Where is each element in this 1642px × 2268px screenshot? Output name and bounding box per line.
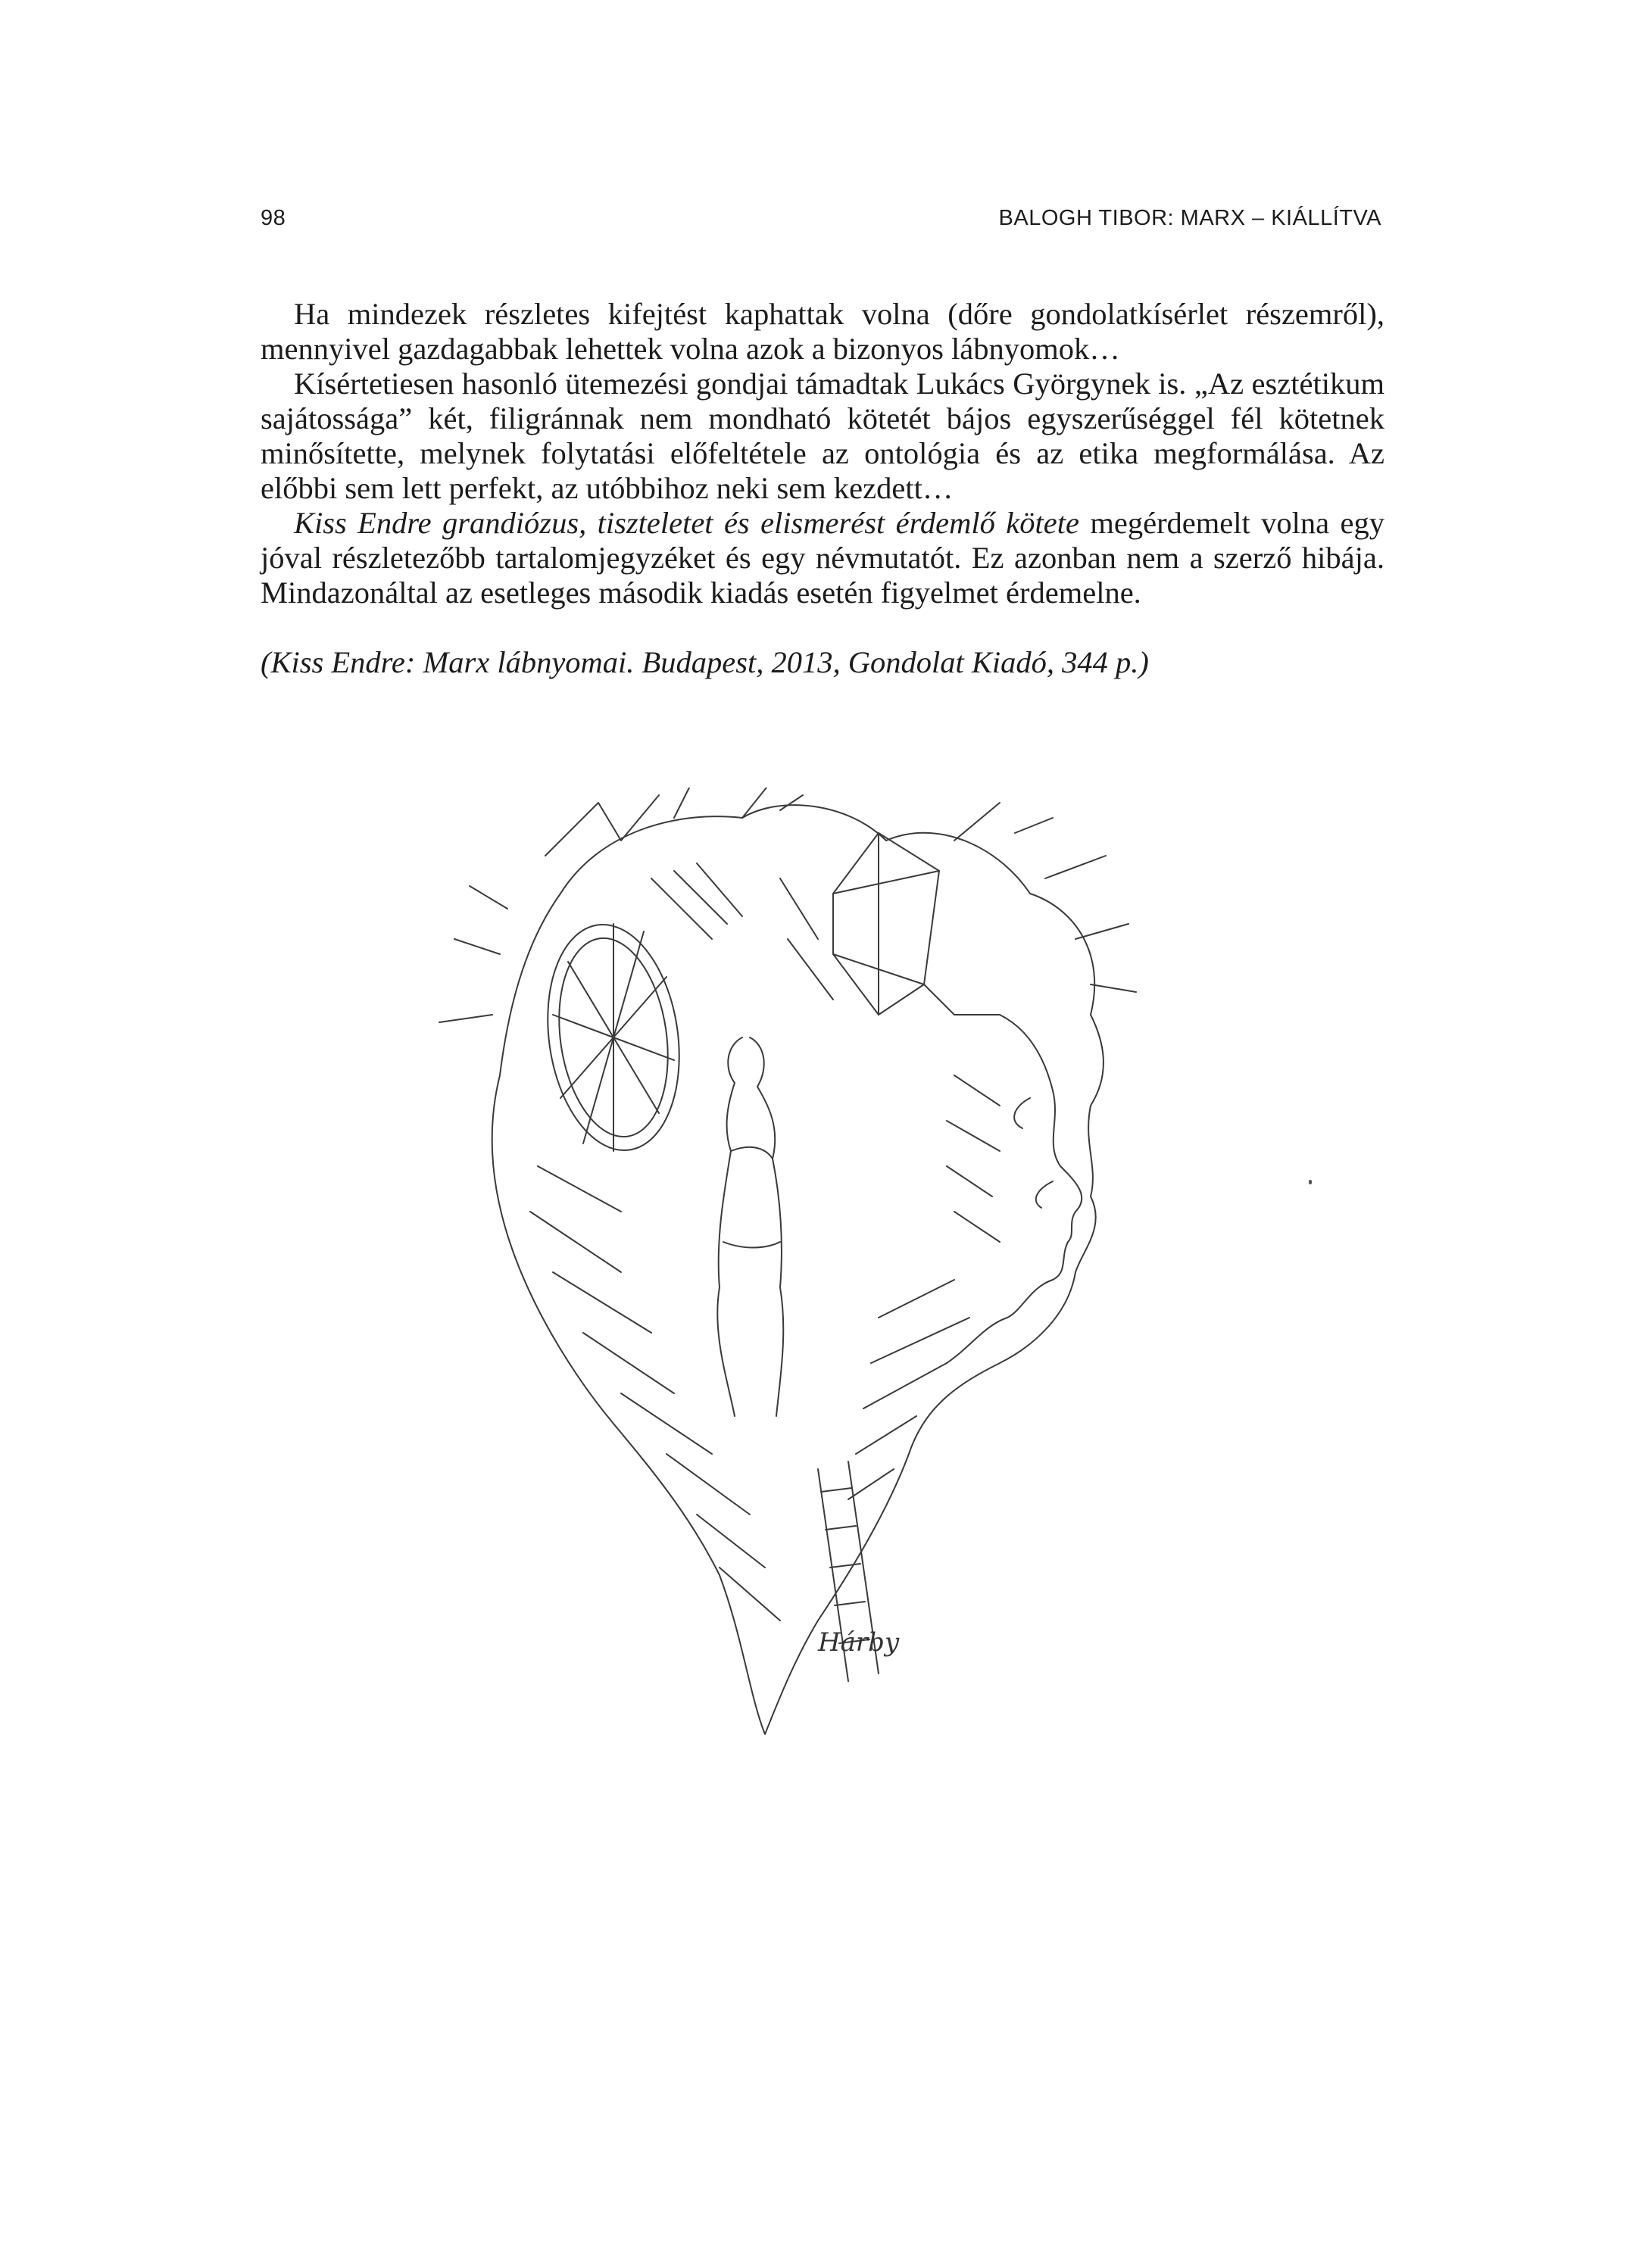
- running-head: BALOGH TIBOR: MARX – KIÁLLÍTVA: [998, 206, 1381, 230]
- artist-signature: Hárby: [818, 1627, 900, 1658]
- head-outline: [492, 805, 1104, 1734]
- body-text: [261, 297, 1384, 610]
- page-header: [261, 206, 1381, 236]
- paragraph-3-rest: megérdemelt volna egy jóval részletezőbb tartalomjegyzéket és egy névmutatót. Ez azonban nem a szerző hibája. Mindazonáltal az esetleges második kiadás esetén figyelmet érdemelne.: [261, 506, 1384, 610]
- page-number: 98: [261, 206, 286, 230]
- paragraph-3-italic: Kiss Endre grandiózus, tiszteletet és elismerést érdemlő kötete: [294, 506, 1079, 540]
- print-speck: [1309, 1180, 1312, 1184]
- crystal-kite: [833, 833, 939, 1015]
- female-figure: [717, 1037, 783, 1416]
- paragraph-2: Kísértetiesen hasonló ütemezési gondjai támadtak Lukács Györgynek is. „Az esztétikum sajátossága” két, filigránnak nem mondható kötetét bájos egyszerűséggel fél kötetnek minősítette, melynek folytatási előfeltétele az ontológia és az etika megformálása. Az előbbi sem lett perfekt, az utóbbihoz neki sem kezdett…: [261, 367, 1384, 505]
- paragraph-3: [261, 506, 1384, 610]
- head-profile-sketch: [424, 788, 1280, 1870]
- pen-drawing-illustration: [424, 788, 1280, 1870]
- book-citation: (Kiss Endre: Marx lábnyomai. Budapest, 2013, Gondolat Kiadó, 344 p.): [261, 645, 1149, 679]
- face-profile: [947, 1015, 1082, 1363]
- paragraph-1: Ha mindezek részletes kifejtést kaphattak volna (dőre gondolatkísérlet részemről), mennyivel gazdagabbak lehettek volna azok a bizonyos lábnyomok…: [261, 297, 1384, 366]
- foliage-branches: [439, 788, 1136, 1022]
